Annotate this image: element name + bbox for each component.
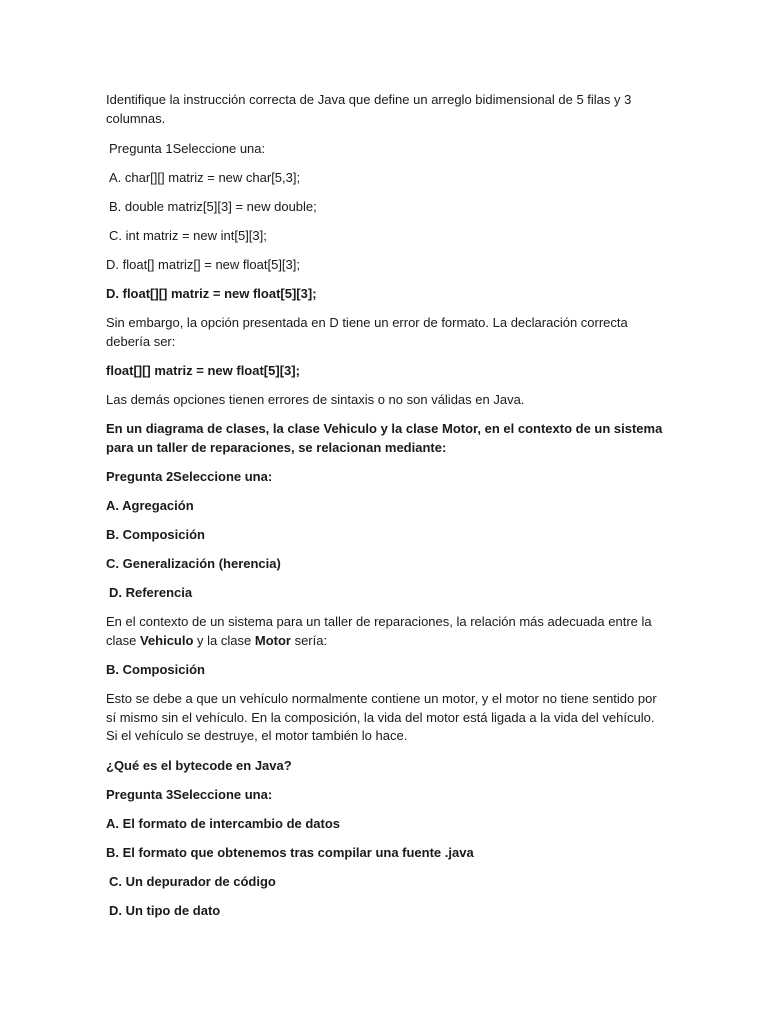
vehiculo-term: Vehiculo	[139, 632, 194, 648]
q1-note: Sin embargo, la opción presentada en D tiene un error de formato. La declaración correcta debería ser:	[106, 315, 628, 349]
q2-answer-intro	[106, 613, 666, 650]
intro-paragraph: Identifique la instrucción correcta de Java que define un arreglo bidimensional de 5 filas y 3 columnas.	[106, 92, 632, 126]
q2-option-a: A. Agregación	[106, 498, 194, 513]
q2-option-b: B. Composición	[106, 527, 205, 542]
q2-question: En un diagrama de clases, la clase Vehiculo y la clase Motor, en el contexto de un sistema para un taller de reparaciones, se relacionan mediante:	[106, 421, 663, 455]
q2-answer-intro-mid: y la clase	[193, 632, 255, 648]
q2-option-c: C. Generalización (herencia)	[106, 556, 281, 571]
q3-option-d: D. Un tipo de dato	[109, 903, 221, 918]
q2-option-d: D. Referencia	[109, 585, 193, 600]
q1-correct-declaration: float[][] matriz = new float[5][3];	[106, 363, 300, 378]
q1-option-d: D. float[] matriz[] = new float[5][3];	[106, 257, 300, 272]
q1-option-a: A. char[][] matriz = new char[5,3];	[109, 170, 301, 185]
q1-others-note: Las demás opciones tienen errores de sintaxis o no son válidas en Java.	[106, 392, 525, 407]
q1-answer: D. float[][] matriz = new float[5][3];	[106, 286, 317, 301]
motor-term: Motor	[254, 632, 291, 648]
q2-explanation: Esto se debe a que un vehículo normalmente contiene un motor, y el motor no tiene sentido por sí mismo sin el vehículo. En la composición, la vida del motor está ligada a la vida del vehículo. Si el vehículo se destruye, el motor también lo hace.	[106, 691, 657, 743]
q1-option-b: B. double matriz[5][3] = new double;	[109, 199, 317, 214]
q3-option-a: A. El formato de intercambio de datos	[106, 816, 341, 831]
q1-option-c: C. int matriz = new int[5][3];	[109, 228, 267, 243]
q3-question: ¿Qué es el bytecode en Java?	[106, 758, 292, 773]
q2-answer-intro-pre: En el contexto de un sistema para un taller de reparaciones, la relación más adecuada entre la clase	[106, 614, 652, 648]
q2-answer: B. Composición	[106, 662, 205, 677]
q3-header: Pregunta 3Seleccione una:	[106, 787, 273, 802]
q2-header: Pregunta 2Seleccione una:	[106, 469, 273, 484]
q1-header: Pregunta 1Seleccione una:	[109, 141, 266, 156]
q3-option-b: B. El formato que obtenemos tras compilar una fuente .java	[106, 845, 474, 860]
q3-option-c: C. Un depurador de código	[109, 874, 276, 889]
q2-answer-intro-post: sería:	[290, 632, 328, 648]
